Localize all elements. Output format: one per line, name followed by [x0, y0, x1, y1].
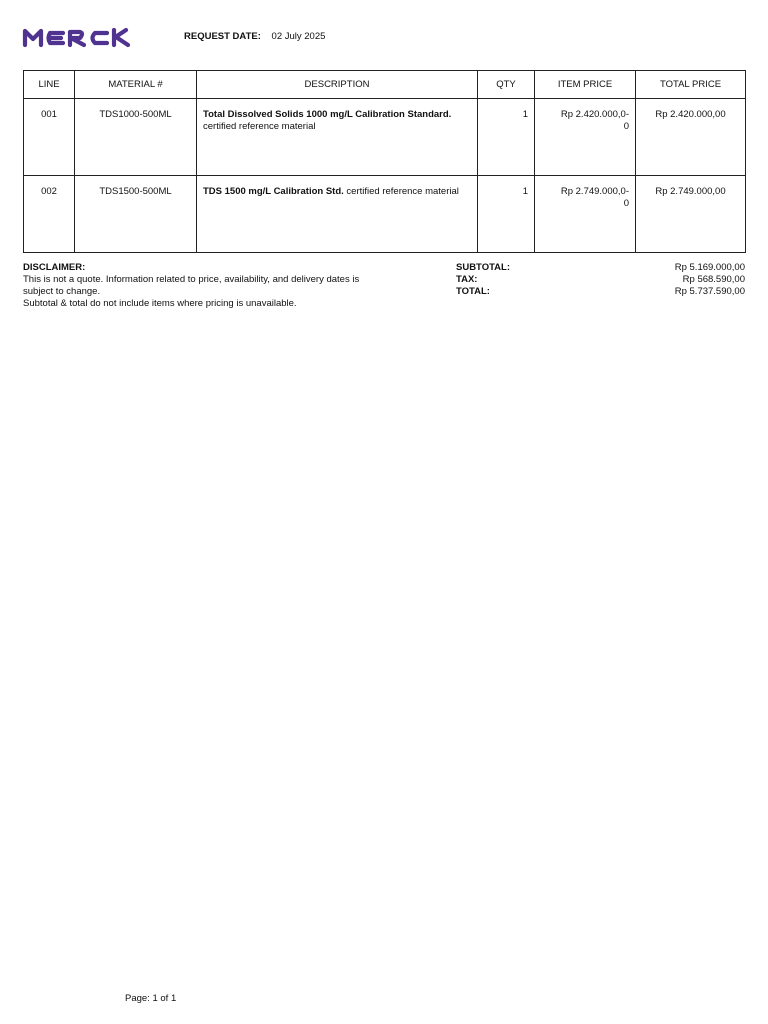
cell-description [197, 176, 478, 253]
total-value: Rp 5.737.590,00 [674, 286, 745, 297]
cell-qty: 1 [478, 176, 535, 253]
cell-total-price: Rp 2.420.000,00 [636, 99, 746, 176]
header-total-price: TOTAL PRICE [636, 71, 746, 99]
disclaimer [23, 262, 363, 310]
subtotal-value: Rp 5.169.000,00 [674, 262, 745, 273]
table-row [24, 176, 746, 253]
tax-label: TAX: [456, 274, 478, 285]
disclaimer-note: Subtotal & total do not include items where pricing is unavailable. [23, 298, 297, 309]
header-material: MATERIAL # [75, 71, 197, 99]
description-subtitle: certified reference material [343, 186, 459, 197]
cell-line: 001 [24, 99, 75, 176]
cell-description [197, 99, 478, 176]
request-date [184, 31, 325, 42]
items-table [23, 70, 746, 253]
totals-summary [456, 262, 745, 298]
disclaimer-text: This is not a quote. Information related to price, availability, and delivery dates is subject to change. [23, 274, 360, 297]
header-qty: QTY [478, 71, 535, 99]
cell-line: 002 [24, 176, 75, 253]
merck-logo [22, 25, 146, 49]
header-description: DESCRIPTION [197, 71, 478, 99]
description-title: Total Dissolved Solids 1000 mg/L Calibration Standard. [203, 109, 452, 120]
cell-total-price: Rp 2.749.000,00 [636, 176, 746, 253]
cell-qty: 1 [478, 99, 535, 176]
total-label: TOTAL: [456, 286, 490, 297]
table-header-row [24, 71, 746, 99]
description-title: TDS 1500 mg/L Calibration Std. [203, 186, 344, 197]
header-line: LINE [24, 71, 75, 99]
disclaimer-title: DISCLAIMER: [23, 262, 86, 273]
cell-material: TDS1500-500ML [75, 176, 197, 253]
tax-row [456, 274, 745, 286]
cell-material: TDS1000-500ML [75, 99, 197, 176]
header-item-price: ITEM PRICE [535, 71, 636, 99]
table-row [24, 99, 746, 176]
tax-value: Rp 568.590,00 [682, 274, 745, 285]
subtotal-label: SUBTOTAL: [456, 262, 511, 273]
description-subtitle: certified reference material [203, 121, 316, 132]
cell-item-price: Rp 2.749.000,0- 0 [535, 176, 636, 253]
request-date-value: 02 July 2025 [271, 31, 326, 42]
total-row [456, 286, 745, 298]
page-number: Page: 1 of 1 [125, 993, 177, 1004]
subtotal-row [456, 262, 745, 274]
request-date-label: REQUEST DATE: [184, 31, 261, 42]
cell-item-price: Rp 2.420.000,0- 0 [535, 99, 636, 176]
